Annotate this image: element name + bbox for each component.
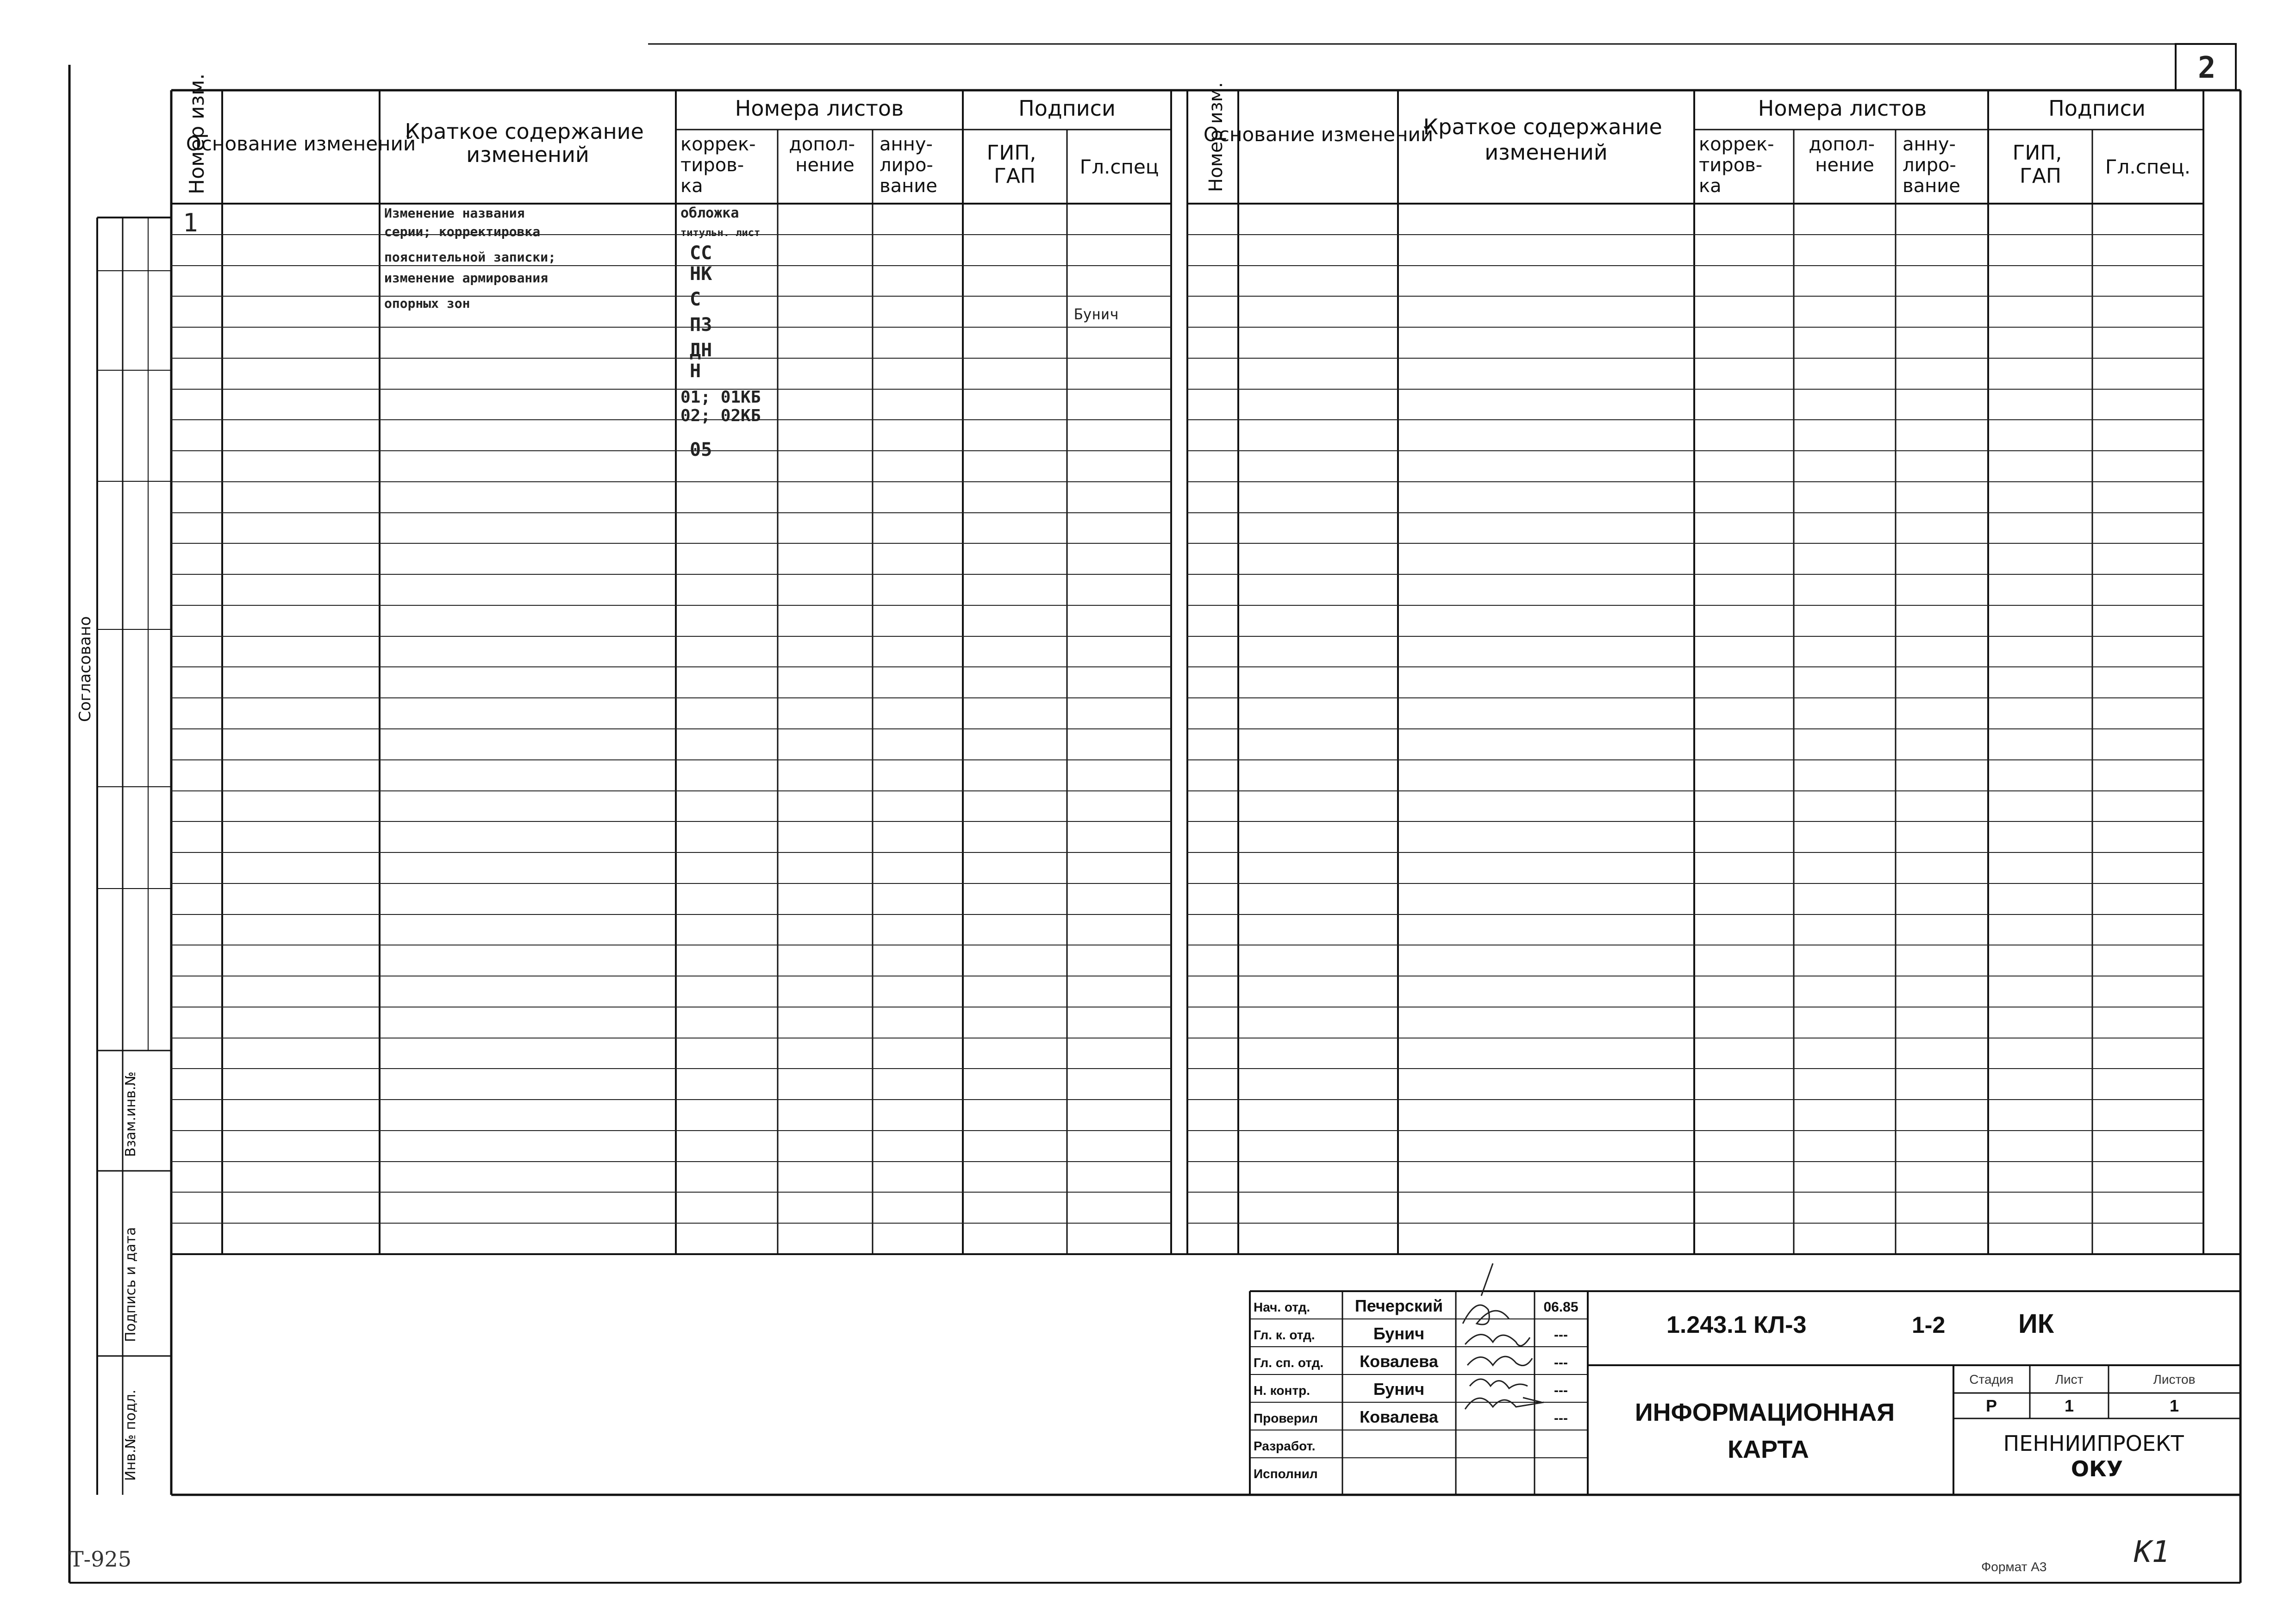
header-nomera-listov-right: Номера листов	[1758, 96, 1927, 121]
header-dopol-right: допол- нение	[1809, 134, 1875, 176]
entry-signature: Бунич	[1074, 305, 1119, 323]
title-stage-value: Р	[1985, 1396, 1997, 1415]
approval-role: Н. контр.	[1254, 1383, 1310, 1398]
header-kratkoe-left: Краткое содержание изменений	[405, 119, 644, 167]
header-glspec-left: Гл.спец	[1079, 155, 1159, 178]
title-doc-type: ИК	[2018, 1309, 2054, 1339]
approval-name: Бунич	[1373, 1380, 1425, 1399]
entry-content: Изменение названия серии; корректировка пояснительной записки; изменение армирования опорных зон	[384, 205, 556, 311]
header-podpisi-right: Подписи	[2048, 96, 2146, 121]
header-kratkoe-right: Краткое содержание изменений	[1423, 114, 1662, 165]
footer-left-code: Т-925	[69, 1547, 132, 1572]
title-sheets-label: Листов	[2153, 1372, 2196, 1387]
header-annu-left: анну- лиро- вание	[880, 134, 937, 197]
title-code: 1.243.1 КЛ-3	[1666, 1312, 1807, 1338]
entry-izm-number: 1	[183, 208, 198, 237]
approval-role: Гл. сп. отд.	[1254, 1356, 1324, 1370]
approval-name: Печерский	[1354, 1296, 1443, 1315]
title-sheet-label: Лист	[2055, 1372, 2084, 1387]
header-osnovanie-right: Основание изменений	[1203, 123, 1434, 146]
side-soglasovano: Согласовано	[76, 616, 94, 722]
approval-role: Проверил	[1254, 1411, 1318, 1425]
approval-role: Нач. отд.	[1254, 1300, 1310, 1314]
title-stage-label: Стадия	[1969, 1372, 2014, 1387]
header-osnovanie-left: Основание изменений	[186, 132, 416, 155]
title-organization: ПЕННИИПРОЕКТ ОКУ	[2003, 1431, 2184, 1481]
footer-mark: К1	[2134, 1535, 2170, 1569]
side-podpis-data: Подпись и дата	[123, 1227, 139, 1342]
title-block-approvals	[1254, 1296, 1578, 1481]
side-inv-podl: Инв.№ подл.	[123, 1389, 139, 1481]
title-sheet-value: 1	[2064, 1396, 2074, 1415]
signature-scribbles	[1463, 1263, 1544, 1409]
approval-role: Гл. к. отд.	[1254, 1328, 1315, 1342]
approval-name: Бунич	[1373, 1324, 1425, 1343]
approval-date: 06.85	[1543, 1300, 1578, 1315]
header-gip-right: ГИП, ГАП	[2012, 141, 2062, 188]
sheet-number: 2	[2198, 51, 2216, 85]
header-dopol-left: допол- нение	[789, 134, 855, 176]
main-table-grid	[171, 90, 2240, 1495]
approval-role: Разработ.	[1254, 1439, 1316, 1453]
header-podpisi-left: Подписи	[1018, 96, 1116, 121]
approval-date: ---	[1554, 1383, 1568, 1398]
approval-date: ---	[1554, 1327, 1568, 1343]
header-nomera-listov-left: Номера листов	[735, 96, 904, 121]
approval-date: ---	[1554, 1355, 1568, 1370]
approval-date: ---	[1554, 1411, 1568, 1426]
header-korrek-left: коррек- тиров- ка	[680, 134, 756, 197]
title-name: ИНФОРМАЦИОННАЯ КАРТА	[1635, 1399, 1895, 1463]
approval-name: Ковалева	[1360, 1407, 1438, 1426]
title-sheets-value: 1	[2169, 1396, 2179, 1415]
entry-sheet-refs: обложка титульн. лист СС НК С ПЗ ДН Н 01; 01КБ 02; 02КБ 05	[680, 205, 761, 460]
header-gip-left: ГИП, ГАП	[986, 141, 1036, 188]
header-korrek-right: коррек- тиров- ка	[1699, 134, 1774, 197]
header-annu-right: анну- лиро- вание	[1903, 134, 1960, 197]
approval-role: Исполнил	[1254, 1467, 1318, 1481]
header-num-izm-right: Номер изм.	[1205, 82, 1227, 192]
approval-name: Ковалева	[1360, 1352, 1438, 1371]
header-num-izm-left: Номер изм.	[185, 73, 209, 194]
side-vzam-inv: Взам.инв.№	[123, 1071, 139, 1157]
header-glspec-right: Гл.спец.	[2105, 155, 2191, 178]
footer-format: Формат А3	[1981, 1560, 2047, 1574]
title-issue: 1-2	[1912, 1312, 1946, 1338]
